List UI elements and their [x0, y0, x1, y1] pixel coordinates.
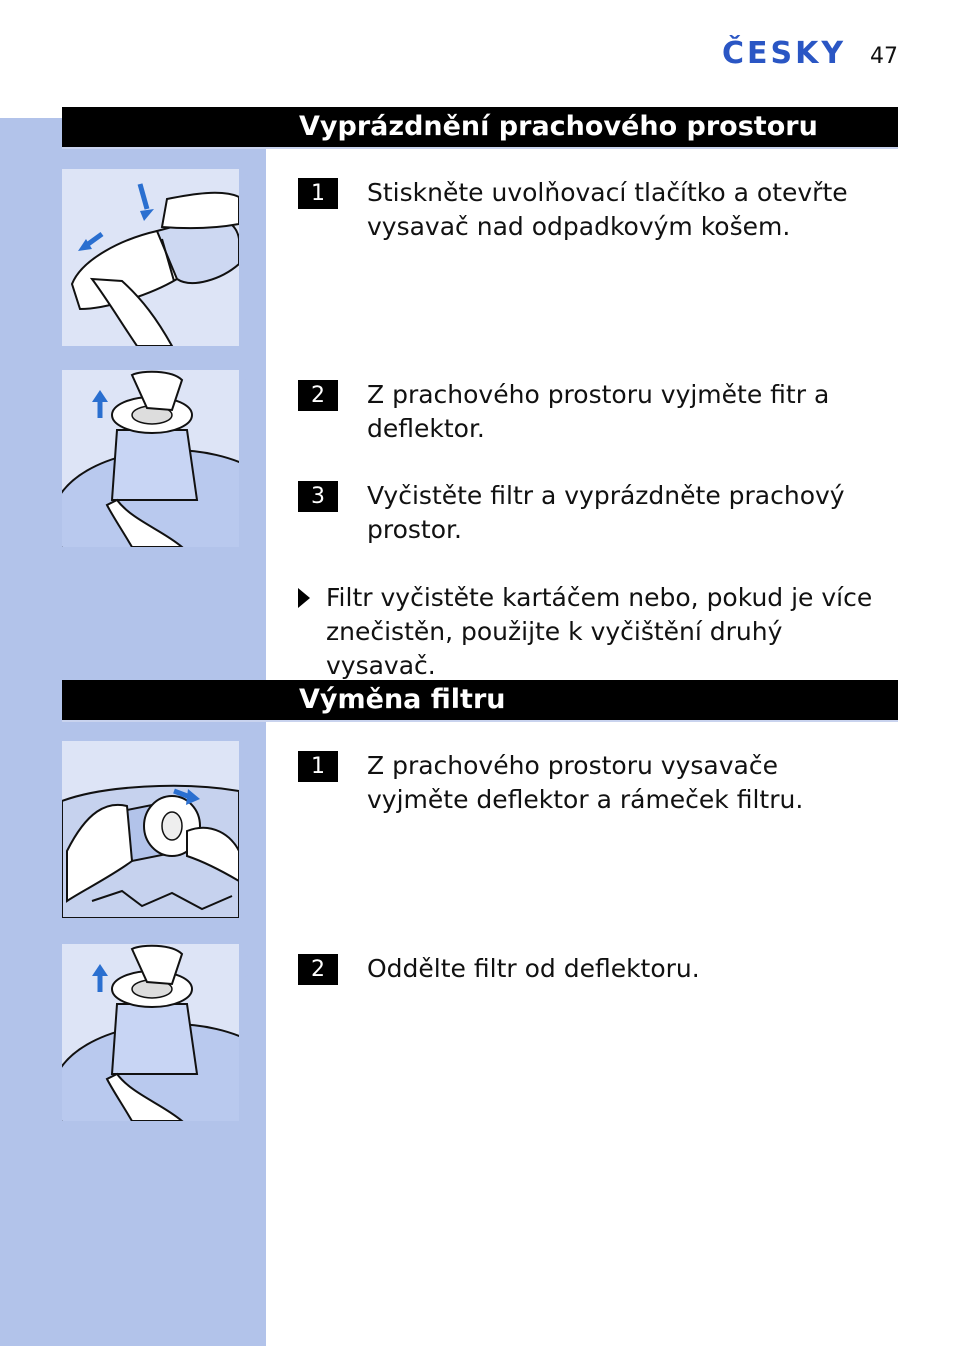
- step-text: Oddělte filtr od deflektoru.: [367, 954, 700, 983]
- step-number: 1: [298, 751, 338, 782]
- step-number: 2: [298, 380, 338, 411]
- step-number: 1: [298, 178, 338, 209]
- page-number: 47: [870, 44, 898, 69]
- step-number: 2: [298, 954, 338, 985]
- tip-bullet-icon: [298, 588, 310, 608]
- filter-lift-illustration: [62, 370, 239, 547]
- section-header-emptying: [62, 107, 898, 147]
- step-text: Vyčistěte filtr a vyprázdněte prachový prostor.: [367, 481, 845, 544]
- illustration-pointer: [239, 952, 266, 980]
- step-text: Stiskněte uvolňovací tlačítko a otevřte vysavač nad odpadkovým košem.: [367, 178, 848, 241]
- section-header-filter-replacement: [62, 680, 898, 720]
- step-text: Z prachového prostoru vyjměte fitr a deflektor.: [367, 380, 830, 443]
- language-label: ČESKY: [722, 36, 847, 71]
- tip-text: Filtr vyčistěte kartáčem nebo, pokud je více znečistěn, použijte k vyčištění druhý vysavač.: [326, 583, 873, 680]
- deflector-remove-illustration: [62, 741, 239, 918]
- hand-vacuum-open-illustration: [62, 169, 239, 346]
- step-number: 3: [298, 481, 338, 512]
- section-divider: [62, 720, 898, 722]
- section-divider: [62, 147, 898, 149]
- section-title: Vyprázdnění prachového prostoru: [299, 111, 818, 142]
- step-text: Z prachového prostoru vysavače vyjměte deflektor a rámeček filtru.: [367, 751, 804, 814]
- illustration-pointer: [239, 171, 266, 199]
- section-title: Výměna filtru: [299, 684, 506, 715]
- illustration-pointer: [239, 749, 266, 777]
- illustration-pointer: [239, 376, 266, 404]
- filter-separate-illustration: [62, 944, 239, 1121]
